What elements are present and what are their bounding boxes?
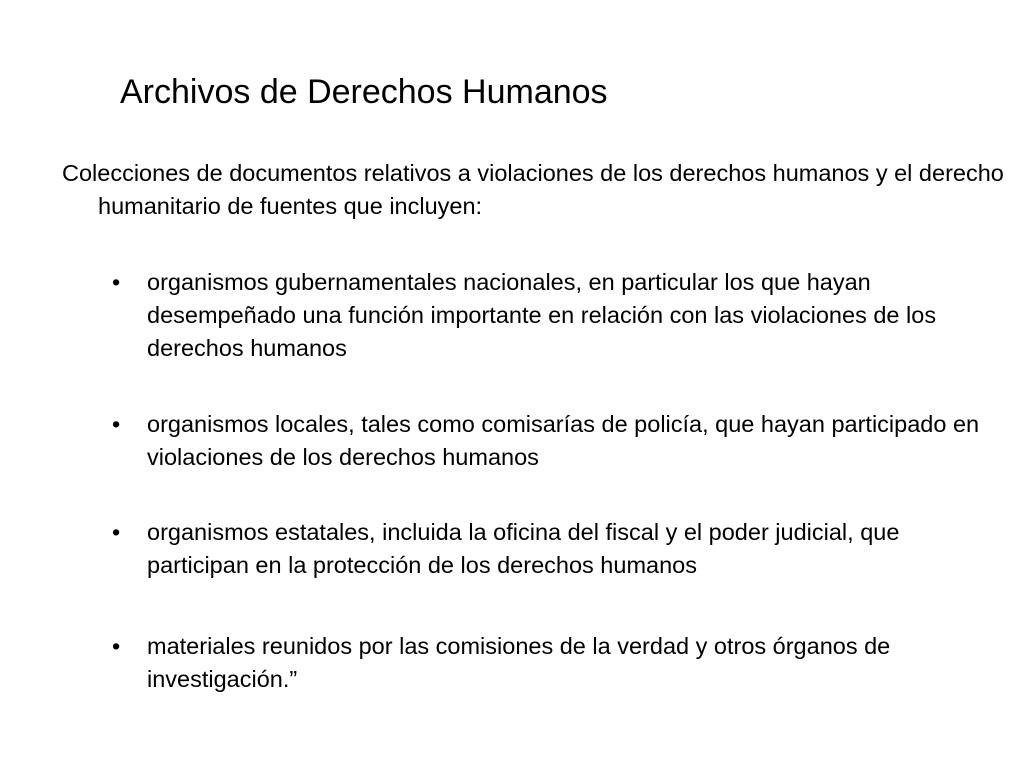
bullet-icon: • [112, 411, 121, 437]
bullet-text: organismos gubernamentales nacionales, en particular los que hayan desempeñado una función importante en relación con las violaciones de los derechos humanos [147, 269, 937, 361]
intro-paragraph: Colecciones de documentos relativos a violaciones de los derechos humanos y el derecho humanitario de fuentes que incluyen: [62, 160, 1004, 219]
bullet-text: materiales reunidos por las comisiones de la verdad y otros órganos de investigación.” [147, 633, 891, 692]
bullet-text: organismos estatales, incluida la oficina del fiscal y el poder judicial, que participan en la protección de los derechos humanos [147, 519, 900, 578]
bullet-icon: • [112, 269, 121, 295]
bullet-text: organismos locales, tales como comisarías de policía, que hayan participado en violaciones de los derechos humanos [147, 411, 980, 470]
bullet-icon: • [112, 519, 121, 545]
bullet-icon: • [112, 633, 121, 659]
slide-title: Archivos de Derechos Humanos [120, 73, 608, 111]
